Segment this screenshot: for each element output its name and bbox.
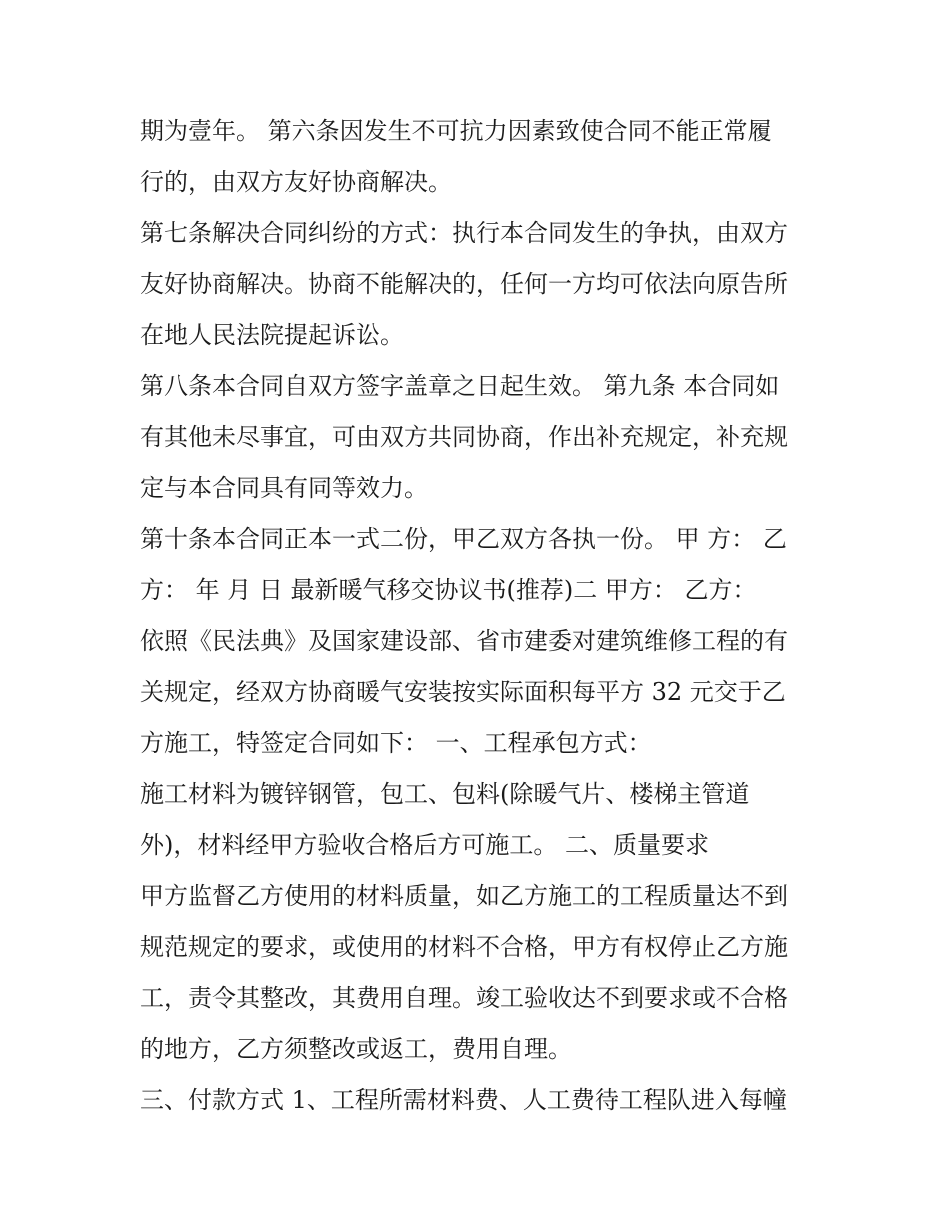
text-line: 依照《民法典》及国家建设部、省市建委对建筑维修工程的有	[140, 627, 788, 655]
text-line: 甲方监督乙方使用的材料质量，如乙方施工的工程质量达不到	[140, 882, 788, 910]
text-line: 期为壹年。 第六条因发生不可抗力因素致使合同不能正常履	[140, 117, 772, 145]
text-line: 友好协商解决。协商不能解决的，任何一方均可依法向原告所	[140, 270, 788, 298]
text-line: 第七条解决合同纠纷的方式：执行本合同发生的争执，由双方	[140, 219, 788, 247]
text-line: 规范规定的要求，或使用的材料不合格，甲方有权停止乙方施	[140, 933, 788, 961]
text-line: 定与本合同具有同等效力。	[140, 474, 428, 502]
text-line: 行的，由双方友好协商解决。	[140, 168, 452, 196]
text-line: 工，责令其整改，其费用自理。竣工验收达不到要求或不合格	[140, 984, 788, 1012]
text-line: 的地方，乙方须整改或返工，费用自理。	[140, 1035, 572, 1063]
text-line: 有其他未尽事宜，可由双方共同协商，作出补充规定，补充规	[140, 423, 788, 451]
text-line: 第十条本合同正本一式二份，甲乙双方各执一份。 甲 方： 乙	[140, 525, 787, 553]
text-line: 外)，材料经甲方验收合格后方可施工。 二、质量要求	[140, 831, 709, 859]
contract-text	[140, 106, 820, 1126]
text-line: 关规定，经双方协商暖气安装按实际面积每平方 32 元交于乙	[140, 678, 786, 706]
text-line: 施工材料为镀锌钢管，包工、包料(除暖气片、楼梯主管道	[140, 780, 750, 808]
text-line: 在地人民法院提起诉讼。	[140, 321, 404, 349]
text-line: 三、付款方式 1、工程所需材料费、人工费待工程队进入每幢	[140, 1086, 787, 1114]
text-line: 方施工，特签定合同如下： 一、工程承包方式：	[140, 729, 652, 757]
text-line: 方： 年 月 日 最新暖气移交协议书(推荐)二 甲方： 乙方：	[140, 576, 757, 604]
text-line: 第八条本合同自双方签字盖章之日起生效。 第九条 本合同如	[140, 372, 780, 400]
